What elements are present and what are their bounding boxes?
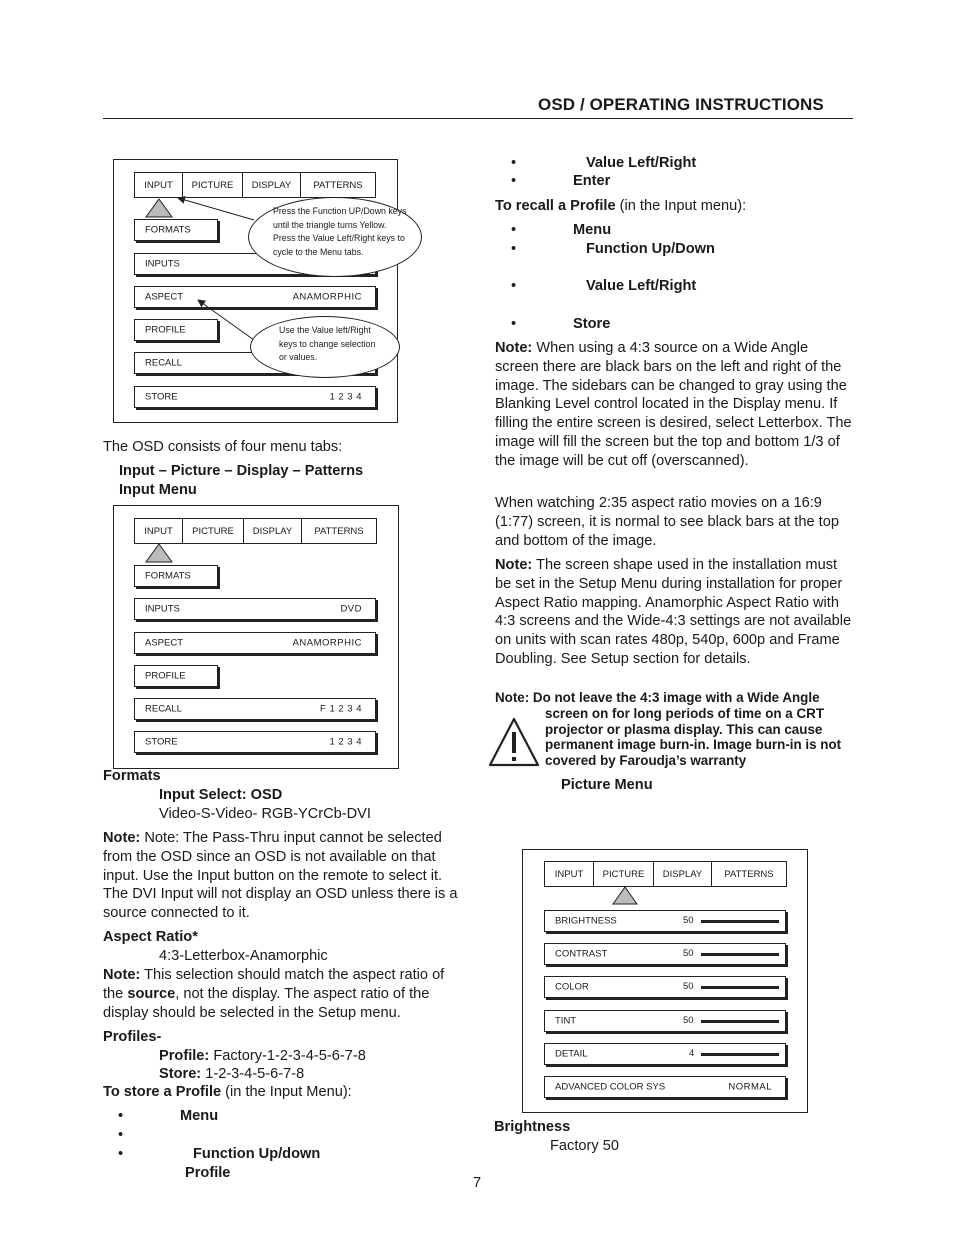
profile-line [159,1047,366,1066]
to-store-line [103,1083,352,1102]
aspect-note-text-b: , not the display. The aspect ratio of the display should be selected in the Setup menu. [103,985,430,1021]
store-label: STORE [145,736,178,748]
aspect-ratio-values: 4:3-Letterbox-Anamorphic [159,948,328,964]
advanced-color-row [544,1076,786,1098]
detail-row [544,1043,786,1065]
inputs-label: INPUTS [145,258,180,270]
store-value: 1 2 3 4 [329,736,362,748]
to-recall-rest: (in the Input menu): [615,198,747,214]
tint-label: TINT [555,1015,577,1027]
color-label: COLOR [555,981,589,993]
triangle-indicator-icon [145,543,173,563]
profile-label: PROFILE [145,324,186,336]
tab-patterns: PATTERNS [313,179,363,191]
profiles-heading: Profiles- [103,1029,162,1045]
aspect-value: ANAMORPHIC [292,291,362,303]
bullet-icon: • [511,222,517,238]
recall-label: RECALL [145,703,182,715]
tab-patterns: PATTERNS [724,868,774,880]
warning-text: screen on for long periods of time on a CRT projector or plasma display. This can cause permanent image burn-in. Image burn-in is not covered by Faroudja’s warranty [545,706,842,768]
profile-value: Factory-1-2-3-4-5-6-7-8 [213,1048,366,1064]
tab-patterns: PATTERNS [314,525,364,537]
store-step-profile: Profile [185,1165,231,1181]
to-store-bold: To store a Profile [103,1084,222,1100]
contrast-value: 50 [683,948,694,959]
store-line [159,1065,304,1084]
detail-label: DETAIL [555,1048,588,1060]
to-recall-line [495,197,746,216]
note-label: Note: [495,340,533,356]
detail-slider [701,1053,779,1056]
bullet-icon: • [118,1146,124,1162]
inputs-label: INPUTS [145,603,180,615]
brightness-value: 50 [683,915,694,926]
formats-label: FORMATS [145,224,191,236]
screen-shape-note-text: The screen shape used in the installation must be set in the Setup Menu during installation for proper Aspect Ratio mapping. Anamorphic Aspect Ratio with 4:3 screens and the Wide-4:3 settings are not available on units with scan rates 480p, 540p, 600p and Frame Doubling. See Setup section for details. [495,557,852,667]
wide-angle-note-text: When using a 4:3 source on a Wide Angle screen there are black bars on the left and right of the image. The sidebars can be changed to gray using the Blanking Level control located in the Display menu. If filling the entire screen is desired, select Letterbox. The image will fill the screen but the top and bottom 1/3 of the image will be cut off (overscanned). [495,340,852,469]
brightness-slider [701,920,779,923]
recall-label: RECALL [145,357,182,369]
tab-input: INPUT [135,173,183,197]
tint-slider [701,1020,779,1023]
aspect-ratio-heading: Aspect Ratio* [103,929,198,945]
aspect-movies-paragraph: When watching 2:35 aspect ratio movies on a 16:9 (1:77) screen, it is normal to see black bars at the top and bottom of the image. [495,495,839,549]
aspect-label: ASPECT [145,637,184,649]
aspect-label: ASPECT [145,291,184,303]
menu-tabs-line: Input – Picture – Display – Patterns [119,463,364,479]
bullet-icon: • [511,316,517,332]
triangle-indicator-icon [612,886,638,905]
osd-diagram-annotated [113,159,407,423]
profile-label: PROFILE [145,670,186,682]
note-label: Note: [103,967,141,983]
intro-text: The OSD consists of four menu tabs: [103,439,343,455]
note-label: Note: [103,830,141,846]
profile-field [134,665,218,687]
callout-value-keys [250,316,400,378]
osd-diagram-picture-menu [522,849,808,1113]
tab-display: DISPLAY [654,862,712,886]
aspect-field [134,632,376,654]
inputs-value: DVD [340,603,362,615]
store-step-function: Function Up/down [193,1146,321,1162]
store-value: 1 2 3 4 [329,391,362,403]
formats-label: FORMATS [145,570,191,582]
tab-picture: PICTURE [183,173,243,197]
tint-row [544,1010,786,1032]
recall-step-menu: Menu [573,222,612,238]
bullet-icon: • [511,241,517,257]
contrast-row [544,943,786,965]
recall-step-store: Store [573,316,611,332]
inputs-field [134,598,376,620]
detail-value: 4 [689,1048,695,1059]
store-field [134,731,376,753]
store-value: 1-2-3-4-5-6-7-8 [205,1066,305,1082]
profile-label: Profile: [159,1048,210,1064]
note-label: Note: [495,557,533,573]
store-step-enter: Enter [573,173,611,189]
color-row [544,976,786,998]
bullet-icon: • [511,173,517,189]
header-rule [103,118,853,119]
brightness-heading: Brightness [494,1119,571,1135]
to-recall-bold: To recall a Profile [495,198,616,214]
brightness-factory: Factory 50 [550,1138,619,1154]
recall-step-value: Value Left/Right [586,278,697,294]
aspect-value: ANAMORPHIC [292,637,362,649]
color-slider [701,986,779,989]
menu-tabs [134,518,377,544]
tint-value: 50 [683,1015,694,1026]
warning-icon [488,716,540,768]
formats-note-text: Note: The Pass-Thru input cannot be selected from the OSD since an OSD is not available on that input. Use the Input button on the remote to select it. The DVI Input will not display an OSD unless there is a source connected to it. [103,830,458,922]
input-select-line: Input Select: OSD [159,787,283,803]
callout-function-keys-text: Press the Function UP/Down keys until the triangle turns Yellow. Press the Value Left/Right keys to cycle to the Menu tabs. [273,206,407,257]
bullet-icon: • [118,1127,124,1143]
contrast-slider [701,953,779,956]
tab-picture: PICTURE [183,519,244,543]
input-menu-heading: Input Menu [119,482,197,498]
bullet-icon: • [511,155,517,171]
aspect-note-text-a: This selection should match the aspect ratio of the [103,967,445,1002]
callout-function-keys [248,197,422,277]
store-step-value: Value Left/Right [586,155,697,171]
tab-display: DISPLAY [244,519,302,543]
picture-menu-heading: Picture Menu [561,777,653,793]
page-title: OSD / OPERATING INSTRUCTIONS [538,95,824,114]
wide-angle-note [495,339,853,471]
tab-input: INPUT [545,862,594,886]
brightness-label: BRIGHTNESS [555,915,617,927]
recall-field [134,698,376,720]
aspect-note [103,966,459,1022]
store-label: STORE [145,391,178,403]
page-number: 7 [473,1175,482,1191]
to-store-rest: (in the Input Menu): [221,1084,352,1100]
callout-value-keys-text: Use the Value left/Right keys to change selection or values. [279,325,376,362]
aspect-note-source: source [127,985,176,1002]
screen-shape-note [495,556,853,669]
brightness-row [544,910,786,932]
tab-input: INPUT [135,519,183,543]
formats-heading: Formats [103,768,161,784]
input-list-line: Video-S-Video- RGB-YCrCb-DVI [159,806,371,822]
store-step-menu: Menu [180,1108,219,1124]
contrast-label: CONTRAST [555,948,608,960]
store-label: Store: [159,1066,202,1082]
color-value: 50 [683,981,694,992]
menu-tabs [544,861,787,887]
formats-note [103,829,459,923]
recall-value: F 1 2 3 4 [320,703,362,715]
warning-line-1: Note: Do not leave the 4:3 image with a Wide Angle [495,690,820,705]
tab-picture: PICTURE [594,862,654,886]
advanced-color-label: ADVANCED COLOR SYS [555,1081,666,1093]
formats-field [134,565,218,587]
recall-step-function: Function Up/Down [586,241,715,257]
osd-diagram-input-menu [113,505,399,769]
bullet-icon: • [511,278,517,294]
tab-display: DISPLAY [243,173,301,197]
advanced-color-value: NORMAL [728,1081,772,1093]
bullet-icon: • [118,1108,124,1124]
